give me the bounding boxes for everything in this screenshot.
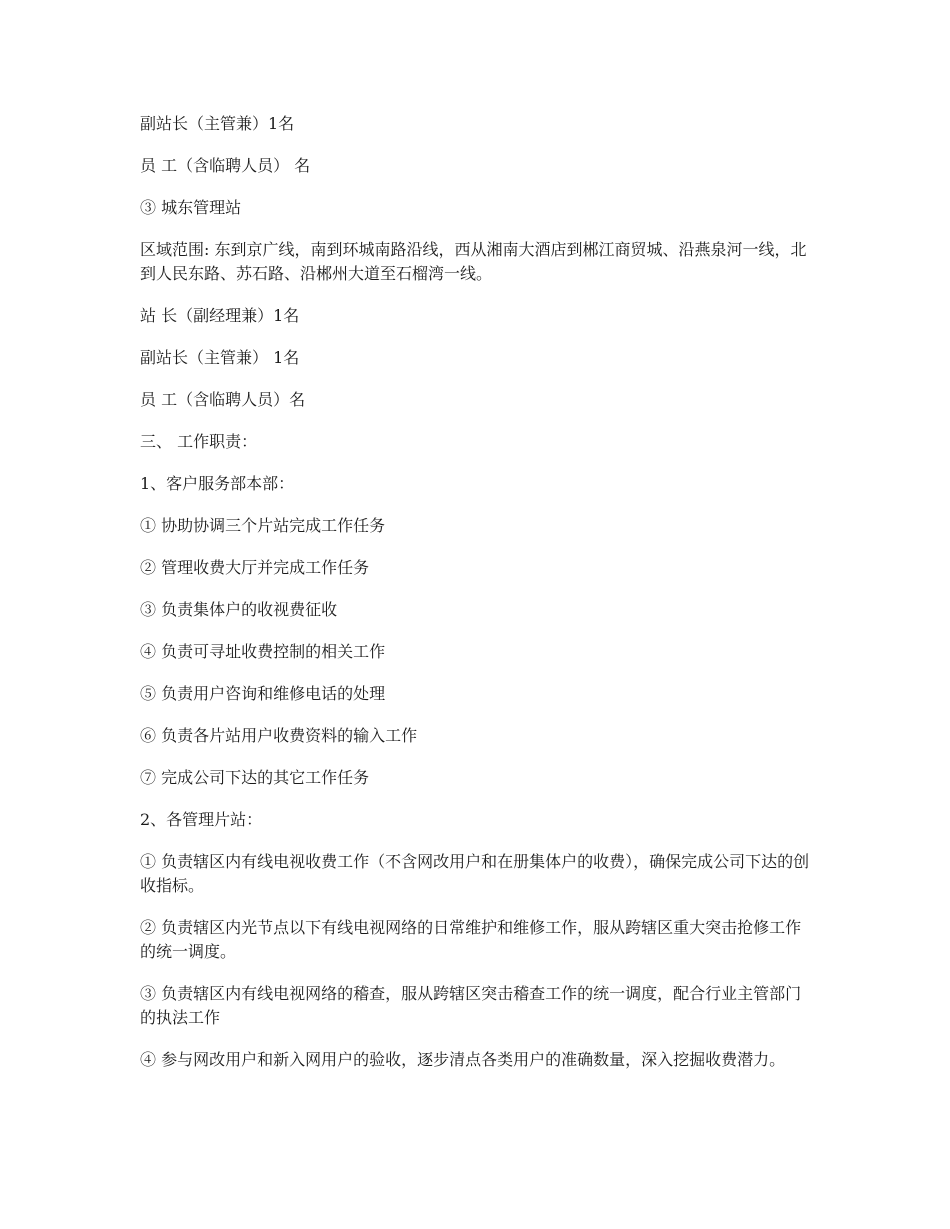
list-item-station-duty-2: ② 负责辖区内光节点以下有线电视网络的日常维护和维修工作，服从跨辖区重大突击抢修工作的统一调度。 <box>140 918 802 961</box>
subsection-heading-customer-service: 1、客户服务部本部： <box>140 474 295 493</box>
subsection-heading-management-stations: 2、各管理片站： <box>140 810 263 829</box>
paragraph-station-head: 站 长（副经理兼）1名 <box>140 306 300 325</box>
paragraph-deputy-station-head: 副站长（主管兼）1名 <box>140 114 295 133</box>
list-item-station-duty-4: ④ 参与网改用户和新入网用户的验收，逐步清点各类用户的准确数量，深入挖掘收费潜力。 <box>140 1050 786 1069</box>
list-item-duty-4: ④ 负责可寻址收费控制的相关工作 <box>140 642 386 661</box>
list-item-duty-1: ① 协助协调三个片站完成工作任务 <box>140 516 386 535</box>
list-item-duty-7: ⑦ 完成公司下达的其它工作任务 <box>140 768 370 787</box>
list-item-duty-3: ③ 负责集体户的收视费征收 <box>140 600 338 619</box>
list-item-station-duty-1: ① 负责辖区内有线电视收费工作（不含网改用户和在册集体户的收费），确保完成公司下达的创收指标。 <box>140 852 810 895</box>
list-item-duty-5: ⑤ 负责用户咨询和维修电话的处理 <box>140 684 386 703</box>
section-heading-job-duties: 三、 工作职责： <box>140 432 258 451</box>
paragraph-staff-count: 员 工（含临聘人员） 名 <box>140 156 311 175</box>
list-item-duty-6: ⑥ 负责各片站用户收费资料的输入工作 <box>140 726 418 745</box>
paragraph-staff-count-2: 员 工（含临聘人员）名 <box>140 390 306 409</box>
paragraph-area-scope: 区域范围: 东到京广线，南到环城南路沿线，西从湘南大酒店到郴江商贸城、沿燕泉河一线，北到人民东路、苏石路、沿郴州大道至石榴湾一线。 <box>140 240 807 283</box>
list-item-station-duty-3: ③ 负责辖区内有线电视网络的稽查，服从跨辖区突击稽查工作的统一调度，配合行业主管部门的执法工作 <box>140 984 802 1027</box>
document-body <box>140 112 812 1090</box>
paragraph-deputy-station-head-2: 副站长（主管兼） 1名 <box>140 348 300 367</box>
list-item-duty-2: ② 管理收费大厅并完成工作任务 <box>140 558 370 577</box>
paragraph-chengdong-station-heading: ③ 城东管理站 <box>140 198 242 217</box>
